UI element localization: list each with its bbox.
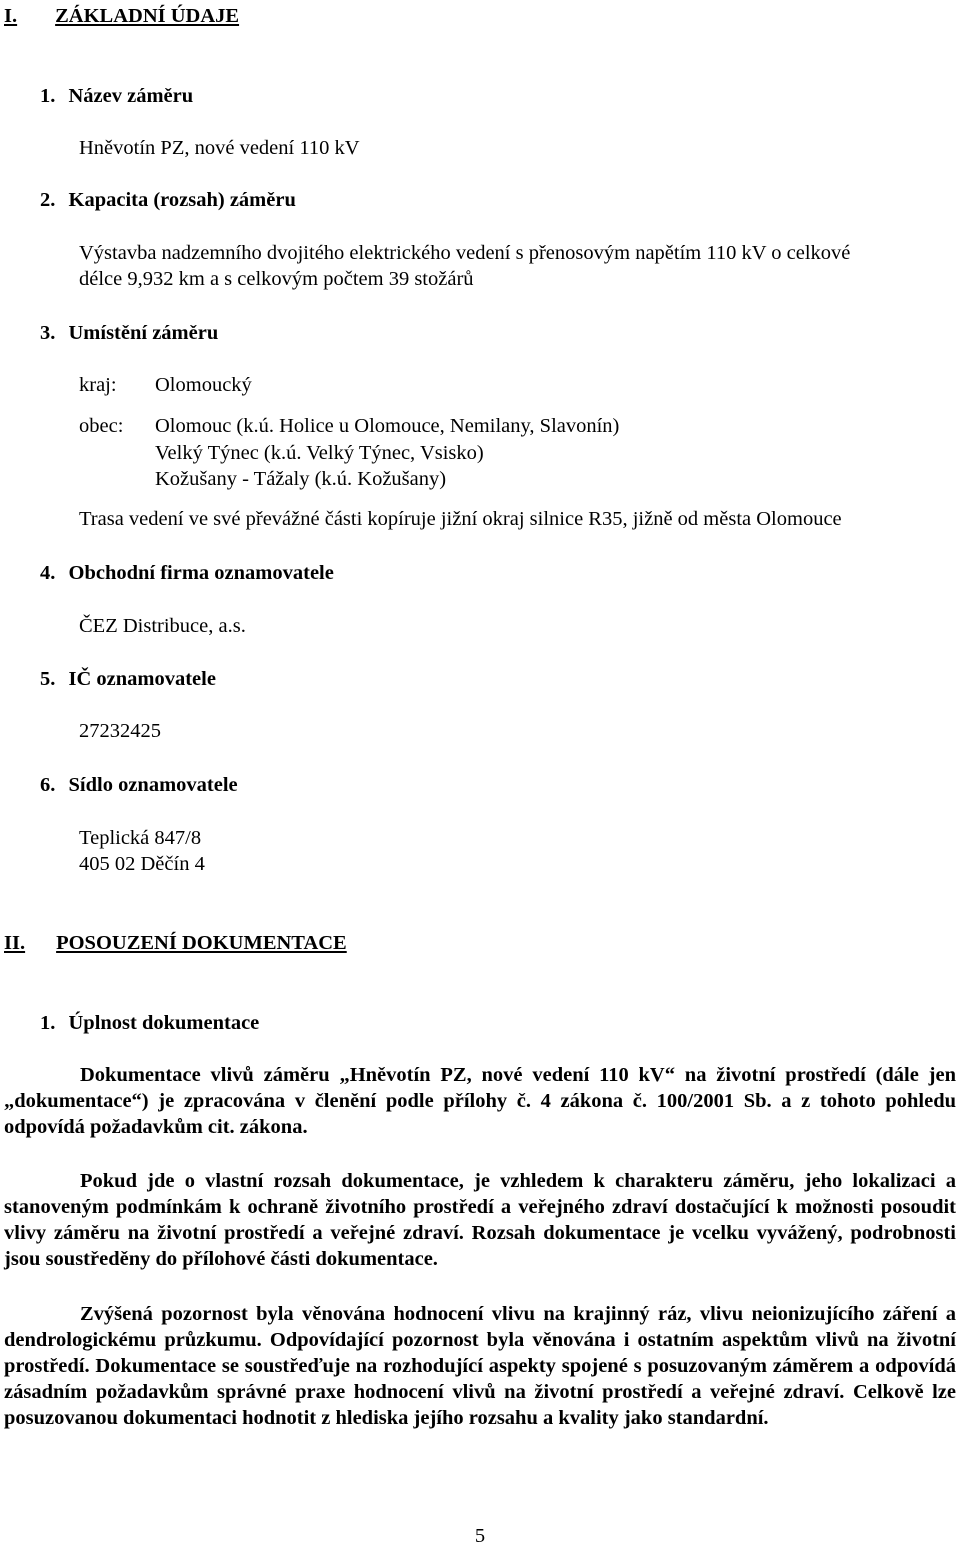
address-line-1: Teplická 847/8 [79,827,202,849]
section-heading-1 [4,3,239,29]
section-roman-1: I. [4,5,18,27]
capacity-line-2: délce 9,932 km a s celkovým počtem 39 stožárů [79,268,474,290]
kraj-value: Olomoucký [155,374,252,396]
section-title-1: ZÁKLADNÍ ÚDAJE [55,5,240,27]
kraj-label: kraj: [79,374,117,396]
paragraph-3: Zvýšená pozornost byla věnována hodnocení vlivu na krajinný ráz, vlivu neionizujícího záření a dendrologickému průzkumu. Odpovídající pozornost byla věnována i ostatním aspektům vlivů na životní prostředí. Dokumentace se soustřeďuje na rozhodující aspekty spojené s posuzovaným záměrem a odpovídá zásadním požadavkům správné praxe hodnocení vlivů na životní prostředí a veřejné zdraví. Celkově lze posuzovanou dokumentaci hodnotit z hlediska jejího rozsahu a kvality jako standardní. [4,1303,956,1429]
item-heading-1: 1. Název záměru [40,85,194,107]
item-heading-3: 3. Umístění záměru [40,322,219,344]
capacity-line-1: Výstavba nadzemního dvojitého elektrického vedení s přenosovým napětím 110 kV o celkové [79,242,851,264]
obec-label: obec: [79,415,124,437]
section-title-2: POSOUZENÍ DOKUMENTACE [56,932,347,954]
section-roman-2: II. [4,932,26,954]
obec-line-3: Kožušany - Tážaly (k.ú. Kožušany) [155,468,447,490]
item-heading-5: 5. IČ oznamovatele [40,668,216,690]
item-heading-6: 6. Sídlo oznamovatele [40,774,238,796]
section-heading-2 [4,930,347,956]
project-name: Hněvotín PZ, nové vedení 110 kV [79,137,360,159]
item-heading-4: 4. Obchodní firma oznamovatele [40,562,334,584]
obec-line-2: Velký Týnec (k.ú. Velký Týnec, Vsisko) [155,442,484,464]
item-heading-ii-1: 1. Úplnost dokumentace [40,1012,260,1034]
paragraph-2: Pokud jde o vlastní rozsah dokumentace, je vzhledem k charakteru záměru, jeho lokalizaci a stanoveným podmínkám k ochraně životního prostředí a veřejného zdraví dostačující k možnosti posoudit vlivy záměru na životní prostředí a veřejné zdraví. Rozsah dokumentace je vcelku vyvážený, podrobnosti jsou soustředěny do přílohové části dokumentace. [4,1170,956,1270]
company-id: 27232425 [79,720,161,742]
company-name: ČEZ Distribuce, a.s. [79,615,246,637]
route-description: Trasa vedení ve své převážné části kopíruje jižní okraj silnice R35, jižně od města Olomouce [79,508,842,530]
paragraph-1: Dokumentace vlivů záměru „Hněvotín PZ, nové vedení 110 kV“ na životní prostředí (dále jen „dokumentace“) je zpracována v členění podle přílohy č. 4 zákona č. 100/2001 Sb. a z tohoto pohledu odpovídá požadavkům cit. zákona. [4,1064,956,1138]
item-heading-2: 2. Kapacita (rozsah) záměru [40,189,296,211]
address-line-2: 405 02 Děčín 4 [79,853,205,875]
page-number: 5 [474,1525,486,1547]
obec-line-1: Olomouc (k.ú. Holice u Olomouce, Nemilany, Slavonín) [155,415,620,437]
